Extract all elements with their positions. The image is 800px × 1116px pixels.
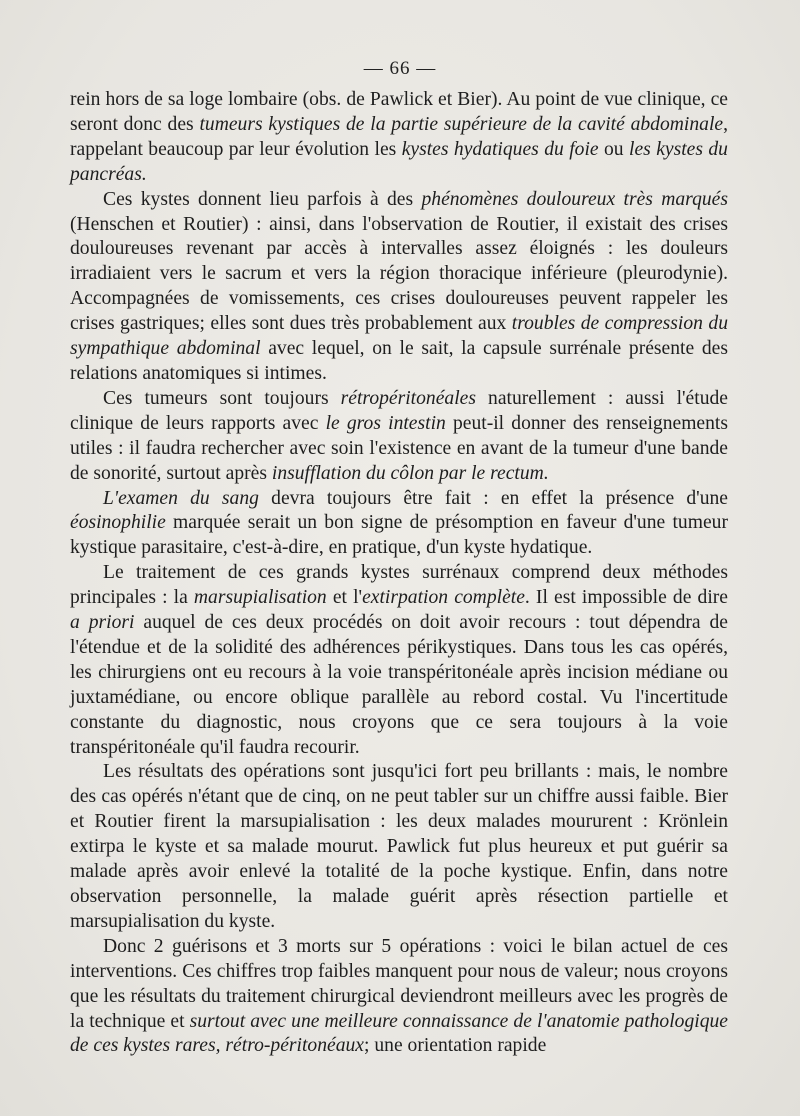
text-run: avec lequel, on le sait, la capsule surrénale présente des relations anatomiques si intimes. <box>70 338 728 384</box>
paragraph-7 <box>70 935 728 1060</box>
text-run: ; une orientation rapide <box>364 1035 547 1057</box>
italic-run: éosinophilie <box>70 512 166 534</box>
italic-run: phénomènes douloureux très marqués <box>421 188 728 210</box>
paragraph-4 <box>70 487 728 562</box>
text-run: Les résultats des opérations sont jusqu'ici fort peu brillants : mais, le nombre des cas opérés n'étant que de cinq, on ne peut tabler sur un chiffre aussi faible. Bier et Routier firent la marsupialisation : les deux malades moururent : Krönlein extirpa le kyste et sa malade mourut. Pawlick fut plus heureux et put guérir sa malade après avoir enlevé la totalité de la poche kystique. Enfin, dans notre observation personnelle, la malade guérit après résection partielle et marsupialisation du kyste. <box>70 761 728 932</box>
paragraph-3 <box>70 387 728 487</box>
italic-run: le gros intestin <box>325 412 446 434</box>
text-run: (Henschen et Routier) : ainsi, dans l'observation de Routier, il existait des crises douloureuses revenant par accès à intervalles assez éloignés : les douleurs irradiaient vers le sacrum et vers la région thoracique inférieure (pleurodynie). Accompagnées de vomissements, ces crises douloureuses peuvent rappeler les crises gastriques; elles sont dues très probablement aux <box>70 213 728 335</box>
italic-run: surtout avec une meilleure connaissance de l'anatomie pathologique de ces kystes rares, rétro-péritonéaux <box>70 1010 728 1057</box>
text-run: Donc 2 guérisons et 3 morts sur 5 opérations : voici le bilan actuel de ces interventions. Ces chiffres trop faibles manquent pour nous de valeur; nous croyons que les résultats du traitement chirurgical deviendront meilleurs avec les progrès de la technique et <box>70 935 728 1032</box>
text-run: auquel de ces deux procédés on doit avoir recours : tout dépendra de l'étendue et de la solidité des adhérences périkystiques. Dans tous les cas opérés, les chirurgiens ont eu recours à la voie transpéritonéale après incision médiane ou juxtamédiane, ou encore oblique parallèle au rebord costal. Vu l'incertitude constante du diagnostic, nous croyons que ce sera toujours à la voie transpéritonéale qu'il faudra recourir. <box>70 612 728 758</box>
italic-run: kystes hydatiques du foie <box>401 138 599 160</box>
paragraph-5 <box>70 561 728 760</box>
text-run: et l' <box>326 587 363 609</box>
text-run: ou <box>598 138 630 160</box>
italic-run: rétropéritonéales <box>340 387 476 409</box>
text-run: Ces tumeurs sont toujours <box>103 387 341 409</box>
italic-run: tumeurs kystiques de la partie supérieure de la cavité abdominale <box>199 113 724 135</box>
italic-run: marsupialisation <box>193 587 327 609</box>
italic-run: L'examen du sang <box>103 487 259 509</box>
page-number: — 66 — <box>363 58 437 79</box>
text-run: . Il est impossible de dire <box>524 587 728 609</box>
italic-run: troubles de compression du sympathique abdominal <box>70 313 728 360</box>
text-run: devra toujours être fait : en effet la présence d'une <box>258 487 729 509</box>
italic-run: a priori <box>70 612 135 634</box>
italic-run: les kystes du pancréas. <box>70 138 728 185</box>
paragraph-2 <box>70 188 728 387</box>
italic-run: insufflation du côlon par le rectum. <box>271 462 549 484</box>
paragraph-6 <box>70 760 728 934</box>
body-text <box>70 88 728 1059</box>
text-run: , rappelant beaucoup par leur évolution les <box>70 113 728 160</box>
text-run: peut-il donner des renseignements utiles : il faudra rechercher avec soin l'existence en avant de la tumeur d'une bande de sonorité, surtout après <box>70 412 728 484</box>
paragraph-1 <box>70 88 728 188</box>
text-run: marquée serait un bon signe de présomption en faveur d'une tumeur kystique parasitaire, c'est-à-dire, en pratique, d'un kyste hydatique. <box>70 512 728 559</box>
text-run: Le traitement de ces grands kystes surrénaux comprend deux méthodes principales : la <box>70 562 728 609</box>
italic-run: extirpation complète <box>362 587 525 609</box>
text-run: naturellement : aussi l'étude clinique de leurs rapports avec <box>70 387 728 434</box>
text-run: rein hors de sa loge lombaire (obs. de Pawlick et Bier). Au point de vue clinique, ce seront donc des <box>70 89 728 135</box>
text-run: Ces kystes donnent lieu parfois à des <box>103 188 422 210</box>
